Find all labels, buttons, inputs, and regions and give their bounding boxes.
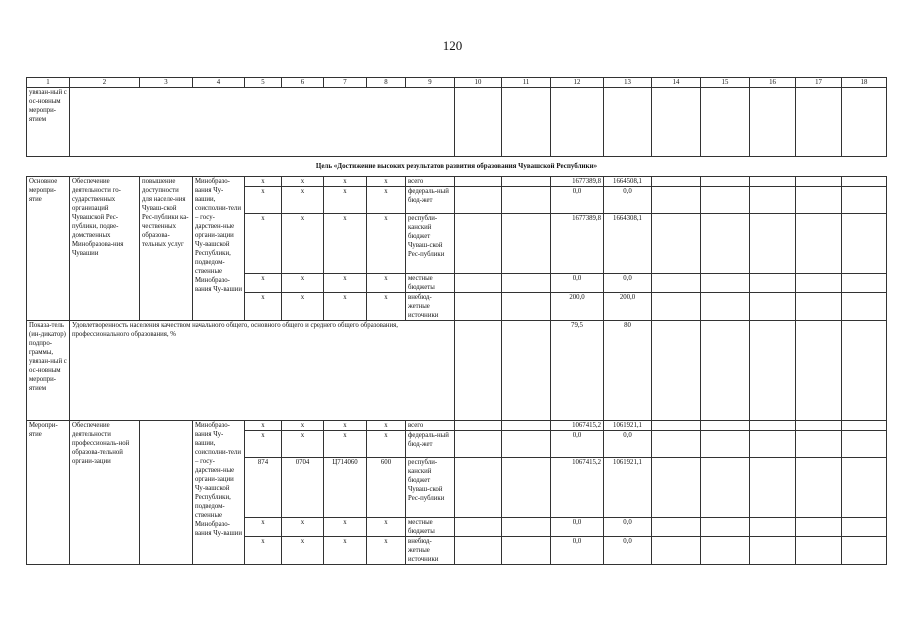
cell [455,214,502,274]
page-number: 120 [442,38,463,53]
cell [652,177,701,187]
cell [750,274,796,293]
empty-cell [455,88,502,157]
cell [455,177,502,187]
cell [502,293,551,321]
empty-cell [796,88,842,157]
cell: x [282,518,324,537]
cell [796,431,842,458]
cell [842,518,887,537]
cell [652,537,701,565]
cell: 0,0 [604,431,652,458]
cell [502,321,551,421]
block1-name: Обеспечение деятельности го-сударственных организаций Чувашской Рес-публики, подве-домственных Минобразова-ния Чувашии [70,177,140,321]
cell [502,431,551,458]
row-label: увязан-ный с ос-новным меропри-ятием [27,88,70,157]
cell [455,537,502,565]
cell [796,274,842,293]
cell: x [324,537,367,565]
cell: 874 [245,458,282,518]
cell [750,187,796,214]
cell: внебюд-жетные источники [406,293,455,321]
cell [701,421,750,431]
cell: 1067415,2 [551,421,604,431]
cell: 0,0 [604,518,652,537]
budget-table [26,77,887,565]
cell [701,177,750,187]
col-header: 17 [796,78,842,88]
col-header: 9 [406,78,455,88]
cell [701,187,750,214]
cell [652,214,701,274]
cell: x [282,274,324,293]
cell: x [245,187,282,214]
indicator-text: Удовлетворенность населения качеством начального общего, основного общего и среднего общего образования, профессионального образования, % [70,321,455,421]
cell [652,293,701,321]
block1-goal: повышение доступности для населе-ния Чуваш-ской Рес-публики ка-чественных образова-тельных услуг [140,177,193,321]
col-header: 5 [245,78,282,88]
cell: федераль-ный бюд-жет [406,431,455,458]
cell: 0704 [282,458,324,518]
cell: 200,0 [551,293,604,321]
cell [455,293,502,321]
cell: x [367,214,406,274]
cell [701,537,750,565]
cell [652,458,701,518]
cell: x [367,421,406,431]
empty-cell [842,88,887,157]
continued-row [27,88,887,157]
cell: республи-канский бюджет Чуваш-ской Рес-публики [406,458,455,518]
goal-title: Цель «Достижение высоких результатов развития образования Чувашской Республики» [27,157,887,177]
block2-executor: Минобразо-вания Чу-вашии, соисполни-тели – госу-дарствен-ные органи-зации Чу-вашской Республики, подведом-ственные Минобразо-вания Чу-вашии [193,421,245,565]
cell: 0,0 [551,518,604,537]
block2-type: Меропри-ятие [27,421,70,565]
col-header: 11 [502,78,551,88]
cell: x [324,187,367,214]
cell: 1677389,8 [551,177,604,187]
empty-cell [701,88,750,157]
cell [652,187,701,214]
cell: x [282,177,324,187]
table-row [27,421,887,431]
col-header: 3 [140,78,193,88]
cell [502,214,551,274]
cell [652,518,701,537]
cell [455,431,502,458]
indicator-value-13: 80 [604,321,652,421]
cell [842,458,887,518]
empty-cell [652,88,701,157]
cell [796,518,842,537]
cell: 1664508,1 [604,177,652,187]
cell: x [245,431,282,458]
col-header: 1 [27,78,70,88]
cell: 0,0 [551,431,604,458]
cell [502,274,551,293]
col-header: 18 [842,78,887,88]
cell: x [245,293,282,321]
cell [750,293,796,321]
goal-row [27,157,887,177]
cell: x [282,214,324,274]
col-header: 8 [367,78,406,88]
table-row [27,177,887,187]
cell: x [367,274,406,293]
cell [796,421,842,431]
indicator-type: Показа-тель (ин-дикатор) подпро-граммы, увязан-ный с ос-новным меропри-ятием [27,321,70,421]
cell: x [245,274,282,293]
cell: 1677389,8 [551,214,604,274]
cell: 0,0 [551,274,604,293]
cell [842,293,887,321]
cell: x [245,537,282,565]
cell: республи-канский бюджет Чуваш-ской Рес-публики [406,214,455,274]
cell [455,421,502,431]
block1-executor: Минобразо-вания Чу-вашии, соисполни-тели – госу-дарствен-ные органи-зации Чу-вашской Республики, подведом-ственные Минобразо-вания Чу-вашии [193,177,245,321]
cell [750,537,796,565]
col-header: 12 [551,78,604,88]
cell [750,177,796,187]
cell [796,293,842,321]
cell: 200,0 [604,293,652,321]
cell: 0,0 [604,537,652,565]
cell: 1067415,2 [551,458,604,518]
cell [796,458,842,518]
cell [455,187,502,214]
cell [842,274,887,293]
cell [701,321,750,421]
indicator-row [27,321,887,421]
cell: x [367,518,406,537]
cell [750,431,796,458]
cell: x [367,431,406,458]
cell: x [245,421,282,431]
cell: x [282,187,324,214]
cell: x [324,274,367,293]
cell [842,187,887,214]
cell [842,537,887,565]
cell [455,321,502,421]
cell: x [324,421,367,431]
cell: 1061921,1 [604,421,652,431]
cell: x [324,431,367,458]
empty-cell [604,88,652,157]
cell: 0,0 [604,187,652,214]
cell: всего [406,421,455,431]
cell: x [367,537,406,565]
cell: x [367,177,406,187]
cell: 0,0 [604,274,652,293]
col-header: 2 [70,78,140,88]
block2-goal [140,421,193,565]
col-header: 16 [750,78,796,88]
cell [750,458,796,518]
empty-cell [70,88,455,157]
cell: x [245,518,282,537]
cell: x [282,537,324,565]
cell: 0,0 [551,187,604,214]
cell [701,214,750,274]
cell [502,518,551,537]
cell: x [245,177,282,187]
block2-name: Обеспечение деятельности профессиональ-ной образова-тельной органи-зации [70,421,140,565]
cell: 1664308,1 [604,214,652,274]
cell: x [324,214,367,274]
cell [796,321,842,421]
cell: x [367,187,406,214]
cell [502,421,551,431]
col-header: 13 [604,78,652,88]
cell: 600 [367,458,406,518]
block1-type: Основное меропри-ятие [27,177,70,321]
cell [701,458,750,518]
cell [455,274,502,293]
cell [701,274,750,293]
cell [455,458,502,518]
cell [701,518,750,537]
empty-cell [551,88,604,157]
column-number-row [27,78,887,88]
empty-cell [750,88,796,157]
cell [750,321,796,421]
cell [652,431,701,458]
cell: внебюд-жетные источники [406,537,455,565]
cell: всего [406,177,455,187]
cell: 0,0 [551,537,604,565]
cell [455,518,502,537]
cell: Ц714060 [324,458,367,518]
cell: x [324,177,367,187]
cell: x [324,518,367,537]
cell [796,214,842,274]
cell [842,431,887,458]
col-header: 15 [701,78,750,88]
cell: местные бюджеты [406,274,455,293]
cell [502,537,551,565]
col-header: 6 [282,78,324,88]
col-header: 4 [193,78,245,88]
cell [502,177,551,187]
cell: местные бюджеты [406,518,455,537]
cell: x [282,431,324,458]
cell [750,518,796,537]
cell: x [282,421,324,431]
cell [652,421,701,431]
cell: x [245,214,282,274]
cell: федераль-ный бюд-жет [406,187,455,214]
cell: x [324,293,367,321]
cell [652,274,701,293]
empty-cell [502,88,551,157]
cell [502,187,551,214]
cell [701,293,750,321]
col-header: 7 [324,78,367,88]
cell [796,537,842,565]
cell [796,187,842,214]
col-header: 10 [455,78,502,88]
cell [842,421,887,431]
cell [750,421,796,431]
cell [750,214,796,274]
cell: x [282,293,324,321]
cell [842,321,887,421]
cell [701,431,750,458]
cell [796,177,842,187]
cell [652,321,701,421]
cell [502,458,551,518]
col-header: 14 [652,78,701,88]
cell: 1061921,1 [604,458,652,518]
cell [842,177,887,187]
indicator-value-12: 79,5 [551,321,604,421]
cell: x [367,293,406,321]
cell [842,214,887,274]
